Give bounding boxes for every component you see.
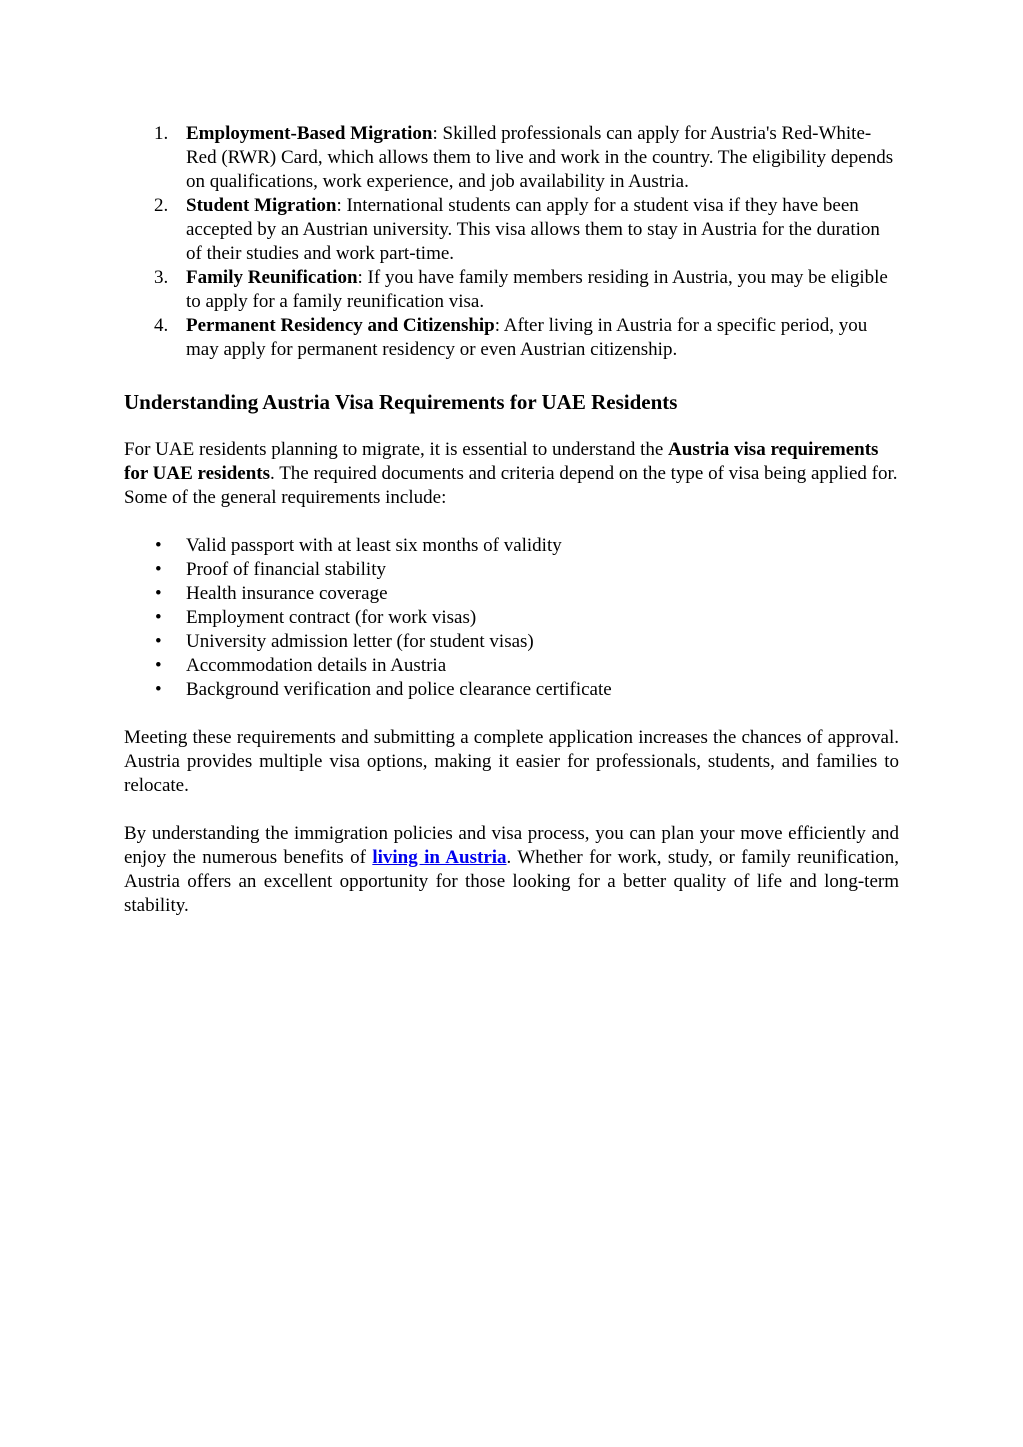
list-item xyxy=(124,606,899,630)
bullet-icon: • xyxy=(155,679,162,700)
requirement-text: Health insurance coverage xyxy=(186,583,388,604)
closing-text-before: By understanding the immigration policies and visa process, you can plan your move efficiently and enjoy the numerous benefits of xyxy=(124,823,899,868)
bullet-icon: • xyxy=(155,655,162,676)
document-page xyxy=(124,122,899,918)
list-item xyxy=(124,534,899,558)
list-item xyxy=(124,678,899,702)
bullet-icon: • xyxy=(155,583,162,604)
list-number: 1. xyxy=(154,123,169,144)
list-item xyxy=(124,558,899,582)
list-item xyxy=(124,122,899,194)
list-number: 2. xyxy=(154,195,169,216)
closing-text-after: . Whether for work, study, or family reunification, Austria offers an excellent opportunity for those looking for a better quality of life and long-term stability. xyxy=(124,847,899,916)
list-number: 3. xyxy=(154,267,169,288)
migration-options-list xyxy=(124,122,899,362)
requirement-text: Employment contract (for work visas) xyxy=(186,607,477,628)
list-item xyxy=(124,654,899,678)
list-item-title: Family Reunification xyxy=(186,267,358,288)
list-item-title: Permanent Residency and Citizenship xyxy=(186,315,495,336)
list-item xyxy=(124,266,899,314)
list-item-text: : After living in Austria for a specific period, you may apply for permanent residency or even Austrian citizenship. xyxy=(186,315,868,360)
list-item-text: : If you have family members residing in Austria, you may be eligible to apply for a family reunification visa. xyxy=(186,267,888,312)
intro-text-before: For UAE residents planning to migrate, it is essential to understand the xyxy=(124,439,669,460)
bullet-icon: • xyxy=(155,607,162,628)
bullet-icon: • xyxy=(155,535,162,556)
requirement-text: Background verification and police clearance certificate xyxy=(186,679,612,700)
list-item xyxy=(124,582,899,606)
section-heading: Understanding Austria Visa Requirements for UAE Residents xyxy=(124,390,678,414)
meeting-requirements-paragraph: Meeting these requirements and submitting a complete application increases the chances of approval. Austria provides multiple visa options, making it easier for professionals, students, and families to relocate. xyxy=(124,727,899,796)
intro-text-after: . The required documents and criteria depend on the type of visa being applied for. Some of the general requirements include: xyxy=(124,463,898,508)
requirement-text: Valid passport with at least six months of validity xyxy=(186,535,562,556)
list-item-title: Student Migration xyxy=(186,195,337,216)
closing-paragraph xyxy=(124,822,899,918)
requirement-text: University admission letter (for student visas) xyxy=(186,631,534,652)
list-item xyxy=(124,630,899,654)
requirements-list xyxy=(124,534,899,702)
list-item-text: : International students can apply for a student visa if they have been accepted by an Austrian university. This visa allows them to stay in Austria for the duration of their studies and work part-time. xyxy=(186,195,880,264)
bullet-icon: • xyxy=(155,631,162,652)
intro-bold-phrase: Austria visa requirements for UAE residents xyxy=(124,439,879,484)
list-number: 4. xyxy=(154,315,169,336)
requirement-text: Proof of financial stability xyxy=(186,559,386,580)
list-item-text: : Skilled professionals can apply for Austria's Red-White-Red (RWR) Card, which allows them to live and work in the country. The eligibility depends on qualifications, work experience, and job availability in Austria. xyxy=(186,123,894,192)
living-in-austria-link[interactable]: living in Austria xyxy=(372,847,507,868)
bullet-icon: • xyxy=(155,559,162,580)
list-item xyxy=(124,314,899,362)
list-item xyxy=(124,194,899,266)
requirement-text: Accommodation details in Austria xyxy=(186,655,447,676)
list-item-title: Employment-Based Migration xyxy=(186,123,433,144)
intro-paragraph xyxy=(124,438,899,510)
